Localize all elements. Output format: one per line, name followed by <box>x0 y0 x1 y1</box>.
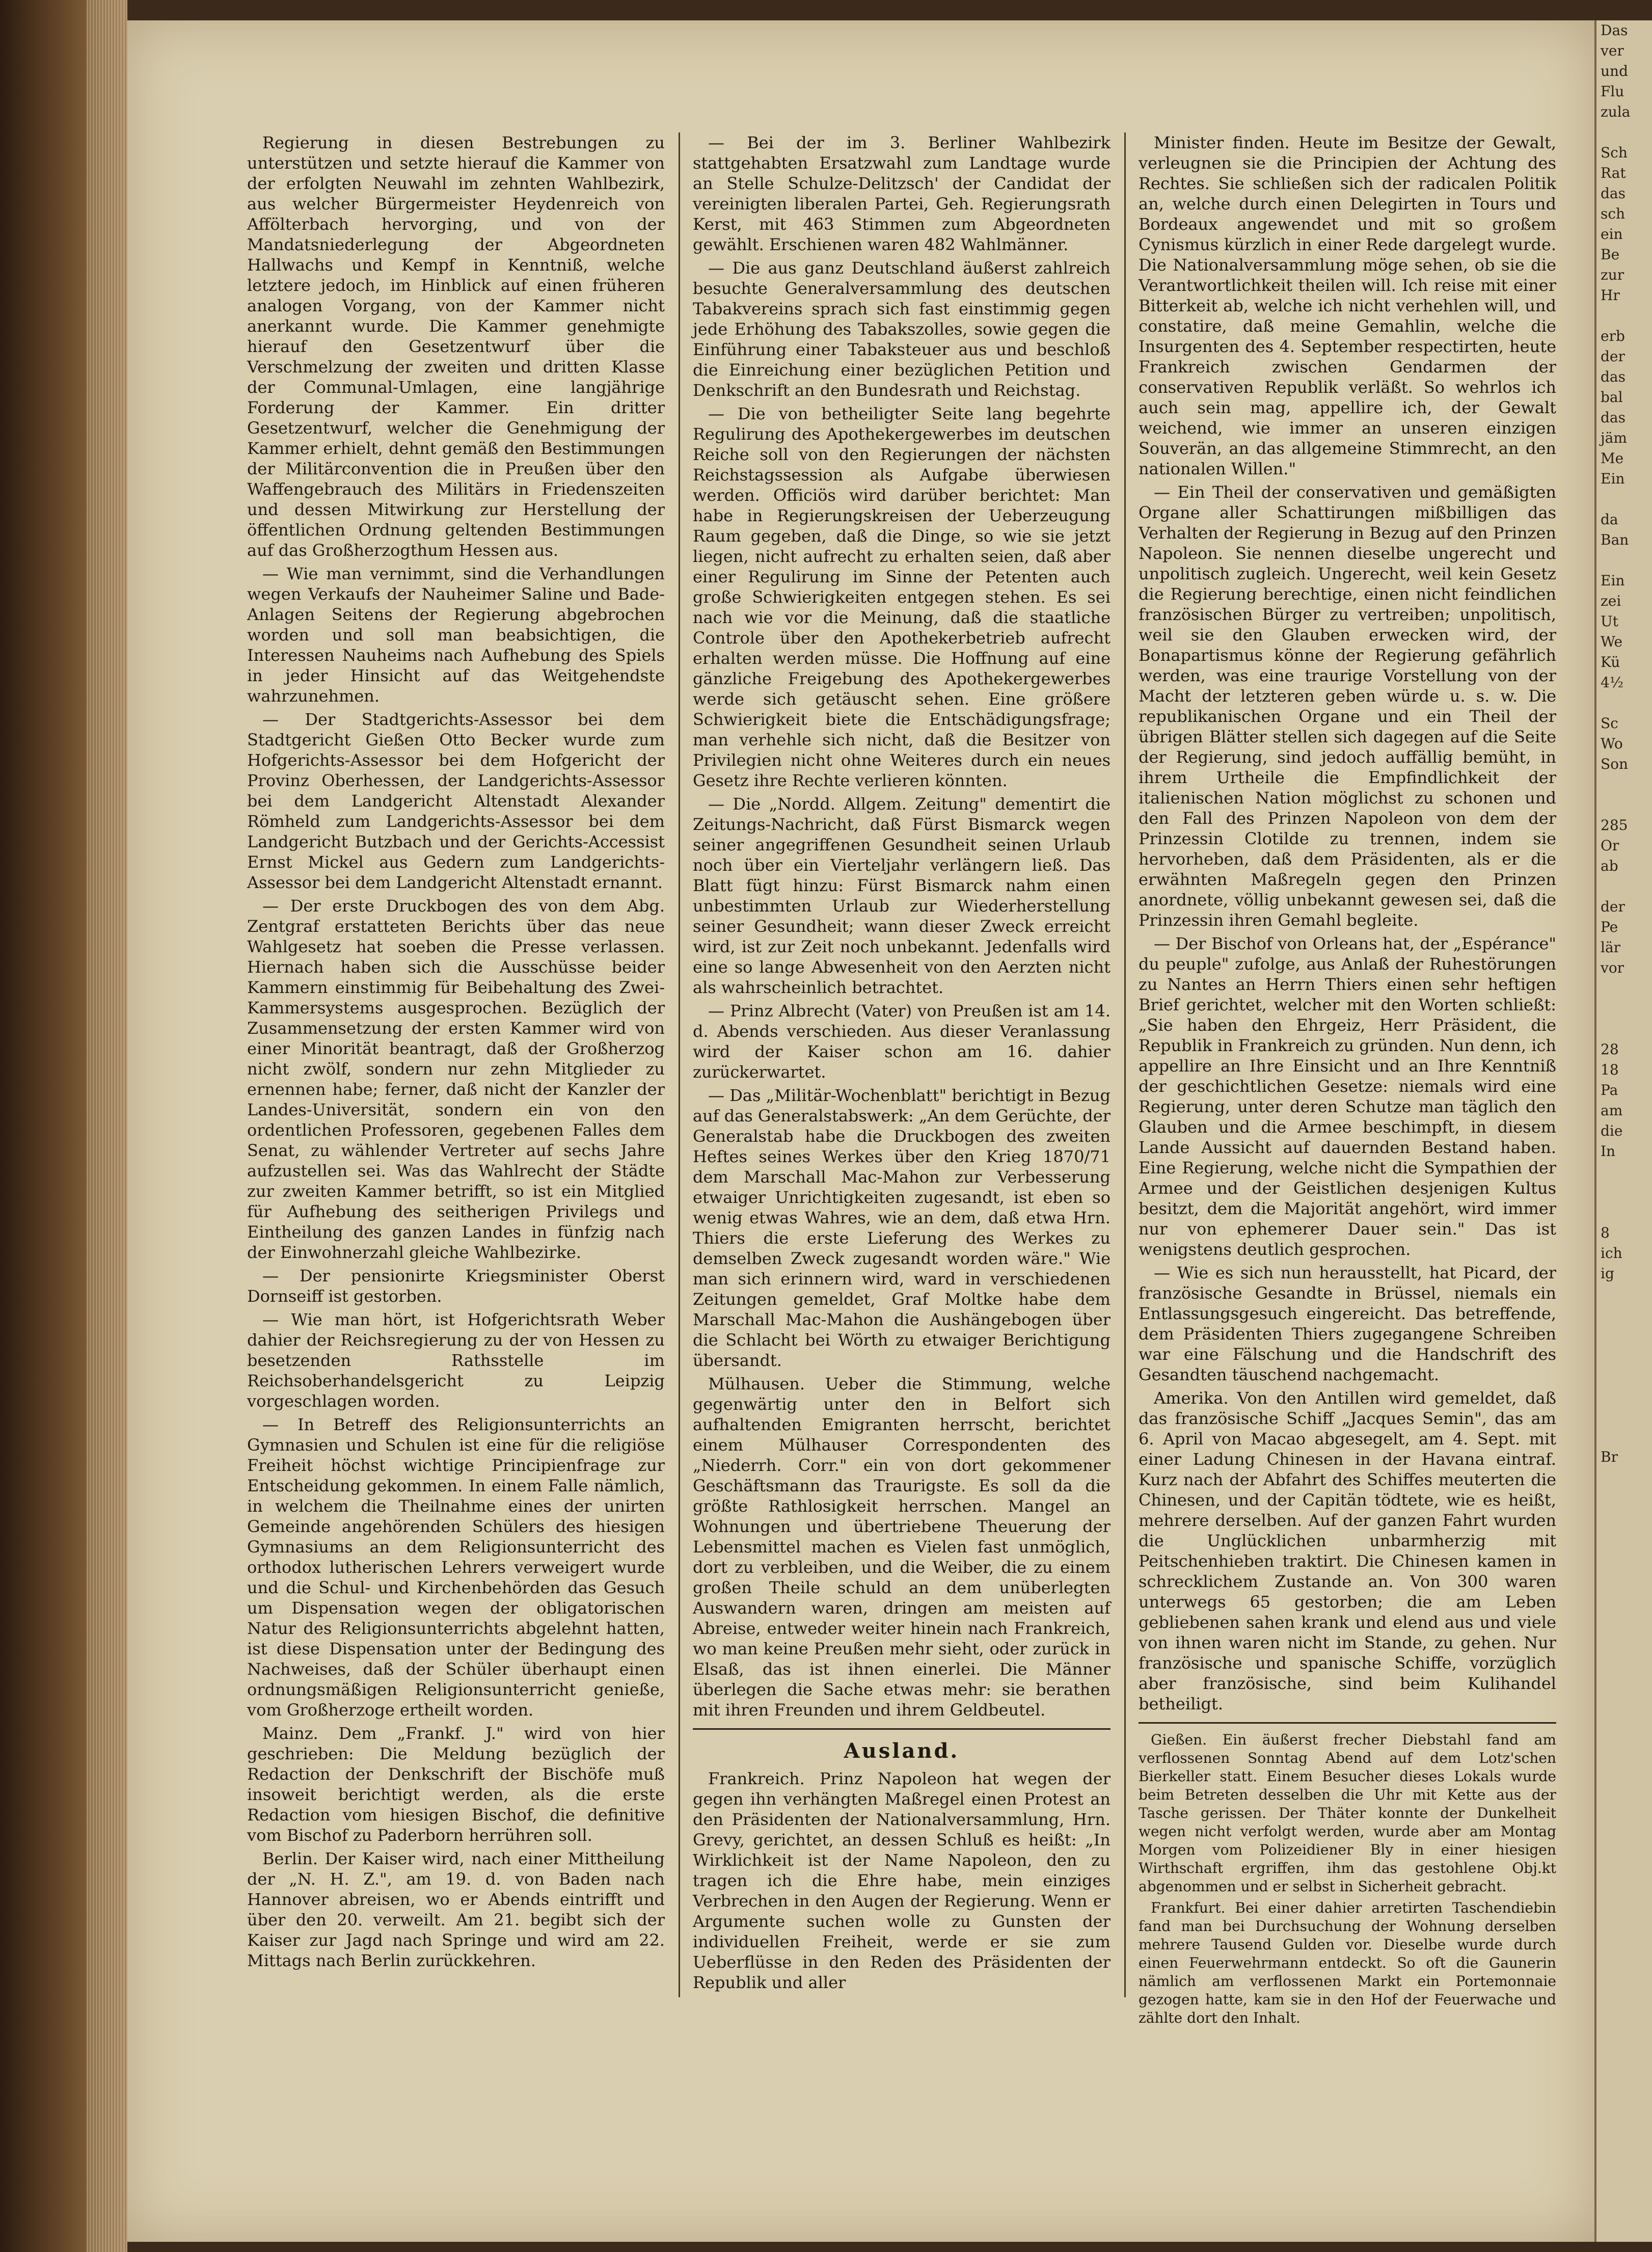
adjacent-page-fragment: die <box>1601 1122 1623 1139</box>
adjacent-page-fragment: ein <box>1601 226 1623 243</box>
column-rule <box>1124 132 1126 1997</box>
adjacent-page-fragment: Rat <box>1601 165 1626 181</box>
adjacent-page-fragment <box>1596 1325 1652 1345</box>
adjacent-page-fragment: Pa <box>1601 1082 1618 1098</box>
article-paragraph: Regierung in diesen Bestrebungen zu unterstützen und setzte hierauf die Kammer von der erfolgten Neuwahl im zehnten Wahlbezirk, aus welcher Bürgermeister Heydenreich von Affölterbach hervorging, und von der Mandatsniederlegung der Abgeordneten Hallwachs und Kempf in Kenntniß, welche letztere jedoch, im Hinblick auf einen früheren analogen Vorgang, von der Kammer nicht anerkannt wurde. Die Kammer genehmigte hierauf den Gesetzentwurf über die Verschmelzung der zweiten und dritten Klasse der Communal-Umlagen, eine langjährige Forderung der Kammer. Ein dritter Gesetzentwurf, welcher die Genehmigung der Kammer erhielt, dehnt gemäß den Bestimmungen der Militärconvention die in Preußen über den Waffengebrauch des Militärs in Friedenszeiten und dessen Mitwirkung zur Herstellung der öffentlichen Ordnung geltenden Bestimmungen auf das Großherzogthum Hessen aus. <box>247 133 665 560</box>
adjacent-page-text <box>1596 20 1652 1467</box>
article-paragraph: — Die von betheiligter Seite lang begehrte Regulirung des Apothekergewerbes im deutschen Reiche soll von den Regierungen der nächsten Reichstagssession als Aufgabe überwiesen werden. Officiös wird darüber berichtet: Man habe in Regierungskreisen der Ueberzeugung Raum gegeben, daß die Dinge, so wie sie jetzt liegen, nicht aufrecht zu erhalten seien, daß aber einer Regulirung im Sinne der Petenten auch große Schwierigkeiten entgegen stehen. Es sei nach wie vor die Meinung, daß die staatliche Controle über den Apothekerbetrieb aufrecht erhalten werden müsse. Die Hoffnung auf eine gänzliche Freigebung des Apothekergewerbes werde sich getäuscht sehen. Eine größere Schwierigkeit biete die Entschädigungsfrage; man verhehle sich nicht, daß die Besitzer von Privilegien nicht ohne Weiteres durch ein neues Gesetz ihre Rechte verlieren könnten. <box>693 404 1111 790</box>
article-paragraph: Mülhausen. Ueber die Stimmung, welche gegenwärtig unter den in Belfort sich aufhaltenden Emigranten herrscht, berichtet einem Mülhauser Correspondenten des „Niederrh. Corr." ein von dort gekommener Geschäftsmann das Traurigste. Es soll da die größte Rathlosigkeit herrschen. Mangel an Wohnungen und übertriebene Theuerung der Lebensmittel machen es Vielen fast unmöglich, dort zu verbleiben, und die Weiber, die zu einem großen Theile schuld an dem unüberlegten Auswandern waren, dringen am meisten auf Abreise, entweder weiter hinein nach Frankreich, wo man keine Preußen mehr sieht, oder zurück in Elsaß, das ist ihnen einerlei. Die Männer überlegen die Sache etwas mehr: sie berathen mit ihren Freunden und ihrem Geldbeutel. <box>693 1374 1111 1720</box>
adjacent-page-fragment: am <box>1601 1102 1623 1119</box>
article-paragraph: Mainz. Dem „Frankf. J." wird von hier geschrieben: Die Meldung bezüglich der Redaction der Denkschrift der Bischöfe muß insoweit berichtigt werden, als die erste Redaction vom hiesigen Bischof, die definitive vom Bischof zu Paderborn herrühren soll. <box>247 1724 665 1845</box>
adjacent-page-fragment <box>1596 693 1652 713</box>
adjacent-page-fragment <box>1596 1182 1652 1202</box>
section-divider <box>1139 1722 1556 1724</box>
column-2 <box>693 132 1111 1996</box>
adjacent-page-fragment <box>1596 1202 1652 1223</box>
adjacent-page-fragment: 285 <box>1601 817 1628 834</box>
adjacent-page-fragment: 18 <box>1601 1061 1619 1078</box>
adjacent-page-fragment: Me <box>1601 450 1624 467</box>
article-paragraph: — Bei der im 3. Berliner Wahlbezirk stattgehabten Ersatzwahl zum Landtage wurde an Stelle Schulze-Delitzsch' der Candidat der vereinigten liberalen Partei, Geh. Regierungsrath Kerst, mit 463 Stimmen zum Abgeordneten gewählt. Erschienen waren 482 Wahlmänner. <box>693 133 1111 254</box>
article-paragraph: — Prinz Albrecht (Vater) von Preußen ist am 14. d. Abends verschieden. Aus dieser Veranlassung wird der Kaiser schon am 16. dahier zurückerwartet. <box>693 1001 1111 1082</box>
adjacent-page-fragment: lär <box>1601 939 1621 956</box>
adjacent-page-fragment: ich <box>1601 1245 1622 1262</box>
adjacent-page-fragment: Flu <box>1601 83 1624 100</box>
adjacent-page-fragment: das <box>1601 368 1626 385</box>
adjacent-page-fragment: Be <box>1601 246 1620 263</box>
article-paragraph: — Das „Militär-Wochenblatt" berichtigt in Bezug auf das Generalstabswerk: „An dem Gerüchte, der Generalstab habe die Druckbogen des zweiten Heftes seines Werkes über den Krieg 1870/71 dem Marschall Mac-Mahon zur Verbesserung etwaiger Unrichtigkeiten zugesandt, ist eben so wenig etwas Wahres, wie an dem, daß etwa Hrn. Thiers die erste Lieferung des Werkes zu demselben Zweck zugesandt worden wäre." Wie man sich erinnern wird, ward in verschiedenen Zeitungen gemeldet, Graf Moltke habe dem Marschall Mac-Mahon die Aushängebogen über die Schlacht bei Wörth zu etwaiger Berichtigung übersandt. <box>693 1086 1111 1370</box>
adjacent-page-fragment: Ut <box>1601 613 1618 630</box>
article-paragraph: Amerika. Von den Antillen wird gemeldet, daß das französische Schiff „Jacques Semin", das am 6. April von Macao abgesegelt, am 4. Sept. mit einer Ladung Chinesen in der Havana eintraf. Kurz nach der Abfahrt des Schiffes meuterten die Chinesen, und der Capitän tödtete, wie es heißt, mehrere derselben. Auf der ganzen Fahrt wurden die Unglücklichen unbarmherzig mit Peitschenhieben traktirt. Die Chinesen kamen in schrecklichem Zustande an. Von 300 waren unterwegs 65 gestorben; die am Leben gebliebenen sahen krank und elend aus und viele von ihnen waren nicht im Stande, zu gehen. Nur französische und spanische Schiffe, vorzüglich aber französische, sind beim Kulihandel betheiligt. <box>1139 1388 1556 1713</box>
adjacent-page-fragment: We <box>1601 633 1623 650</box>
adjacent-page-fragment <box>1596 489 1652 510</box>
book-binding <box>0 0 127 2252</box>
adjacent-page-fragment: das <box>1601 185 1626 202</box>
adjacent-page-fragment: vor <box>1601 959 1624 976</box>
adjacent-page-fragment <box>1596 1365 1652 1386</box>
adjacent-page-fragment: zula <box>1601 103 1631 120</box>
adjacent-page-fragment <box>1596 1284 1652 1304</box>
adjacent-page-fragment: Hr <box>1601 287 1620 304</box>
adjacent-page-fragment: sch <box>1601 205 1626 222</box>
article-paragraph: — Der Bischof von Orleans hat, der „Espérance" du peuple" zufolge, aus Anlaß der Ruhestörungen zu Nantes an Herrn Thiers einen sehr heftigen Brief gerichtet, welcher mit den Worten schließt: „Sie haben den Ehrgeiz, Herr Präsident, die Republik in Frankreich zu gründen. Nun denn, ich appellire an Ihre Einsicht und an Ihre Kenntniß der geschichtlichen Gesetze: niemals wird eine Regierung, unter deren Schutze man täglich den Glauben und die Armee beschimpft, in diesem Lande Aussicht auf dauernden Bestand haben. Eine Regierung, welche nicht die Sympathien der Armee und der Geistlichen desjenigen Kultus besitzt, dem die Majorität angehört, wird immer nur von ephemerer Dauer sein." Das ist wenigstens deutlich gesprochen. <box>1139 934 1556 1259</box>
article-paragraph: Minister finden. Heute im Besitze der Gewalt, verleugnen sie die Principien der Achtung des Rechtes. Sie schließen sich der radicalen Politik an, welche durch einen Delegirten in Tours und Bordeaux angewendet und mit so großem Cynismus kürzlich in einer Rede dargelegt wurde. Die Nationalversammlung möge sehen, ob sie die Verantwortlichkeit theilen will. Ich reise mit einer Bitterkeit ab, welche ich nicht verhehlen will, und constatire, daß meine Gemahlin, welche die Insurgenten des 4. September respectirten, heute Frankreich zwischen Gendarmen der conservativen Republik verläßt. So wehrlos ich auch sein mag, appellire ich, der Gewalt weichend, wie immer an unseren einzigen Souverän, an das allgemeine Stimmrecht, an den nationalen Willen." <box>1139 133 1556 478</box>
adjacent-page-fragment: 28 <box>1601 1041 1619 1058</box>
article-paragraph: — Der erste Druckbogen des von dem Abg. Zentgraf erstatteten Berichts über das neue Wahlgesetz hat soeben die Presse verlassen. Hiernach haben sich die Ausschüsse beider Kammern einstimmig für Beibehaltung des Zwei-Kammersystems ausgesprochen. Bezüglich der Zusammensetzung der ersten Kammer wird von einer Minorität beantragt, daß der Großherzog nicht zwölf, sondern nur zehn Mitglieder zu ernennen habe; ferner, daß nicht der Kanzler der Landes-Universität, sondern ein von den ordentlichen Professoren, gegebenen Falles dem Senat, zu wählender Vertreter auf sechs Jahre aufzustellen sei. Was das Wahlrecht der Städte zur zweiten Kammer betrifft, so ist ein Mitglied für Aufhebung des seitherigen Privilegs und Eintheilung des ganzen Landes in fünfzig nach der Einwohnerzahl gleiche Wahlbezirke. <box>247 896 665 1262</box>
section-heading-ausland: Ausland. <box>844 1739 960 1763</box>
adjacent-page-fragment: das <box>1601 409 1626 426</box>
adjacent-page-fragment: jäm <box>1601 430 1627 446</box>
column-3 <box>1139 132 1556 2030</box>
page-edges <box>87 0 127 2252</box>
adjacent-page-fragment <box>1596 550 1652 571</box>
adjacent-page-fragment: Ban <box>1601 531 1629 548</box>
article-paragraph: — Die „Nordd. Allgem. Zeitung" dementirt die Zeitungs-Nachricht, daß Fürst Bismarck wegen seiner angegriffenen Gesundheit seinen Urlaub noch über ein Vierteljahr verlängern ließ. Das Blatt fügt hinzu: Fürst Bismarck nahm einen unbestimmten Urlaub zur Wiederherstellung seiner Gesundheit; wann dieser Zweck erreicht wird, ist zur Zeit noch unbekannt. Jedenfalls wird eine so lange Abwesenheit von den Aerzten nicht als wahrscheinlich betrachtet. <box>693 794 1111 997</box>
adjacent-page-fragment <box>1596 1019 1652 1039</box>
adjacent-page-fragment: Son <box>1601 756 1629 772</box>
adjacent-page-fragment: 8 <box>1601 1224 1610 1241</box>
adjacent-page-fragment: ver <box>1601 42 1624 59</box>
local-news-item: Gießen. Ein äußerst frecher Diebstahl fand am verflossenen Sonntag Abend auf dem Lotz'schen Bierkeller statt. Einem Besucher dieses Lokals wurde beim Betreten desselben die Uhr mit Kette aus der Tasche gerissen. Der Thäter konnte der Dunkelheit wegen nicht verfolgt werden, wurde aber am Montag Morgen vom Polizeidiener Bly in einer hiesigen Wirthschaft ergriffen, ihm das gestohlene Obj.kt abgenommen und er selbst in Sicherheit gebracht. <box>1139 1731 1556 1895</box>
adjacent-page-fragment: da <box>1601 511 1618 528</box>
adjacent-page-fragment: Pe <box>1601 919 1618 935</box>
article-paragraph: Frankreich. Prinz Napoleon hat wegen der gegen ihn verhängten Maßregel einen Protest an den Präsidenten der Nationalversammlung, Hrn. Grevy, gerichtet, an dessen Schluß es heißt: „In Wirklichkeit ist der Name Napoleon, den zu tragen ich die Ehre habe, mein einziges Verbrechen in den Augen der Regierung. Wenn er Argumente suchen wolle zu Gunsten der individuellen Freiheit, werde er sie zum Ueberflüsse in den Reden des Präsidenten der Republik und aller <box>693 1769 1111 1992</box>
adjacent-page-fragment: der <box>1601 348 1625 365</box>
adjacent-page-fragment: ab <box>1601 857 1618 874</box>
article-paragraph: — Die aus ganz Deutschland äußerst zahlreich besuchte Generalversammlung des deutschen Tabakvereins sprach sich fast einstimmig gegen jede Erhöhung des Tabakszolles, sowie gegen die Einführung einer Tabaksteuer aus und beschloß die Einreichung einer bezüglichen Petition und Denkschrift an den Bundesrath und Reichstag. <box>693 258 1111 400</box>
adjacent-page-fragment <box>1596 122 1652 143</box>
adjacent-page-fragment <box>1596 1162 1652 1182</box>
adjacent-page-fragment: der <box>1601 898 1625 915</box>
article-paragraph: — Wie man vernimmt, sind die Verhandlungen wegen Verkaufs der Nauheimer Saline und Bade-Anlagen Seitens der Regierung abgebrochen worden und soll man beabsichtigen, die Interessen Nauheims nach Aufhebung des Spiels in jeder Hinsicht auf das Weitgehendste wahrzunehmen. <box>247 564 665 706</box>
article-paragraph: — Wie man hört, ist Hofgerichtsrath Weber dahier der Reichsregierung zu der von Hessen zu besetzenden Rathsstelle im Reichsoberhandelsgericht zu Leipzig vorgeschlagen worden. <box>247 1310 665 1411</box>
adjacent-page-fragment: bal <box>1601 389 1623 406</box>
adjacent-page-fragment <box>1596 1427 1652 1447</box>
adjacent-page-fragment: Sch <box>1601 144 1628 161</box>
adjacent-page-fragment <box>1596 1304 1652 1325</box>
adjacent-page-fragment: Or <box>1601 837 1619 854</box>
adjacent-page-fragment <box>1596 999 1652 1019</box>
local-news <box>1139 1731 1556 2027</box>
adjacent-page-fragment: Ein <box>1601 470 1625 487</box>
adjacent-page-fragment: erb <box>1601 328 1625 344</box>
adjacent-page-fragment: 4½ <box>1601 674 1623 691</box>
adjacent-page-fragment: Ein <box>1601 572 1625 589</box>
column-1 <box>247 132 665 1974</box>
adjacent-page-fragment: Kü <box>1601 654 1620 671</box>
article-paragraph: Berlin. Der Kaiser wird, nach einer Mittheilung der „N. H. Z.", am 19. d. von Baden nach Hannover abreisen, wo er Abends eintrifft und über den 20. verweilt. Am 21. begibt sich der Kaiser zur Jagd nach Springe und wird am 22. Mittags nach Berlin zurückkehren. <box>247 1849 665 1970</box>
adjacent-page-fragment: In <box>1601 1143 1616 1160</box>
adjacent-page-fragment <box>1596 795 1652 815</box>
adjacent-page-fragment: Br <box>1601 1449 1618 1465</box>
adjacent-page-fragment: zur <box>1601 266 1624 283</box>
article-paragraph: — Ein Theil der conservativen und gemäßigten Organe aller Schattirungen mißbilligen das Verhalten der Regierung in Bezug auf den Prinzen Napoleon. Sie nennen dieselbe ungerecht und unpolitisch zugleich. Ungerecht, weil kein Gesetz die Regierung berechtige, einen nicht feindlichen französischen Bürger zu vertreiben; unpolitisch, weil sie den Glauben erwecken wird, der Bonapartismus könne der Regierung gefährlich werden, was eine traurige Vorstellung von der Macht der letzteren geben würde u. s. w. Die republikanischen Organe und ein Theil der übrigen Blätter stellen sich dagegen auf die Seite der Regierung, sind jedoch auffällig bemüht, in ihrem Urtheile die Empfindlichkeit der italienischen Nation möglichst zu schonen und den Fall des Prinzen Napoleon von dem der Prinzessin Clotilde zu trennen, indem sie hervorheben, daß dem Präsidenten, als er die erwähnten Maßregeln gegen den Prinzen anordnete, völlig unbekannt gewesen sei, daß die Prinzessin ihren Gemahl begleite. <box>1139 482 1556 930</box>
adjacent-page-fragment <box>1596 978 1652 999</box>
adjacent-page-fragment <box>1596 1386 1652 1406</box>
adjacent-page-fragment: ig <box>1601 1265 1614 1282</box>
adjacent-page-fragment: Das <box>1601 22 1628 39</box>
adjacent-page-fragment: Sc <box>1601 715 1618 732</box>
article-paragraph: — Der pensionirte Kriegsminister Oberst Dornseiff ist gestorben. <box>247 1266 665 1306</box>
adjacent-page-fragment: und <box>1601 63 1628 79</box>
adjacent-page-fragment <box>1596 1406 1652 1427</box>
article-paragraph: — In Betreff des Religionsunterrichts an Gymnasien und Schulen ist eine für die religiöse Freiheit höchst wichtige Principienfrage zur Entscheidung gekommen. In einem Falle nämlich, in welchem die Theilnahme eines der unirten Gemeinde angehörenden Schülers des hiesigen Gymnasiums an dem Religionsunterricht des orthodox lutherischen Lehrers verweigert wurde und die Schul- und Kirchenbehörden das Gesuch um Dispensation wegen der obligatorischen Natur des Religionsunterrichts abgelehnt hatten, ist diese Dispensation unter der Bedingung des Nachweises, daß der Schüler überhaupt einen ordnungsmäßigen Religionsunterricht genieße, vom Großherzoge ertheilt worden. <box>247 1415 665 1720</box>
adjacent-page-fragment <box>1596 1345 1652 1365</box>
adjacent-page-fragment <box>1596 774 1652 795</box>
column-rule <box>679 132 680 1997</box>
section-divider <box>693 1728 1111 1730</box>
local-news-item: Frankfurt. Bei einer dahier arretirten Taschendiebin fand man bei Durchsuchung der Wohnung derselben mehrere Tausend Gulden vor. Dieselbe wurde durch einen Feuerwehrmann entdeckt. So oft die Gaunerin nämlich am verflossenen Markt ein Portemonnaie gezogen hatte, kam sie in den Hof der Feuerwache und zählte dort den Inhalt. <box>1139 1899 1556 2026</box>
adjacent-page-fragment <box>1596 306 1652 326</box>
adjacent-page-strip <box>1594 20 1652 2242</box>
adjacent-page-fragment <box>1596 876 1652 897</box>
adjacent-page-fragment: zei <box>1601 593 1621 609</box>
adjacent-page-fragment: Wo <box>1601 735 1623 752</box>
article-paragraph: — Der Stadtgerichts-Assessor bei dem Stadtgericht Gießen Otto Becker wurde zum Hofgerichts-Assessor bei dem Hofgericht der Provinz Oberhessen, der Landgerichts-Assessor bei dem Landgericht Altenstadt Alexander Römheld zum Landgerichts-Assessor bei dem Landgericht Butzbach und der Gerichts-Accessist Ernst Mickel aus Gedern zum Landgerichts-Assessor bei dem Landgericht Altenstadt ernannt. <box>247 710 665 892</box>
article-paragraph: — Wie es sich nun herausstellt, hat Picard, der französische Gesandte in Brüssel, niemals ein Entlassungsgesuch eingereicht. Das betreffende, dem Präsidenten Thiers zugegangene Schreiben war eine Fälschung und die Handschrift des Gesandten täuschend nachgemacht. <box>1139 1263 1556 1384</box>
